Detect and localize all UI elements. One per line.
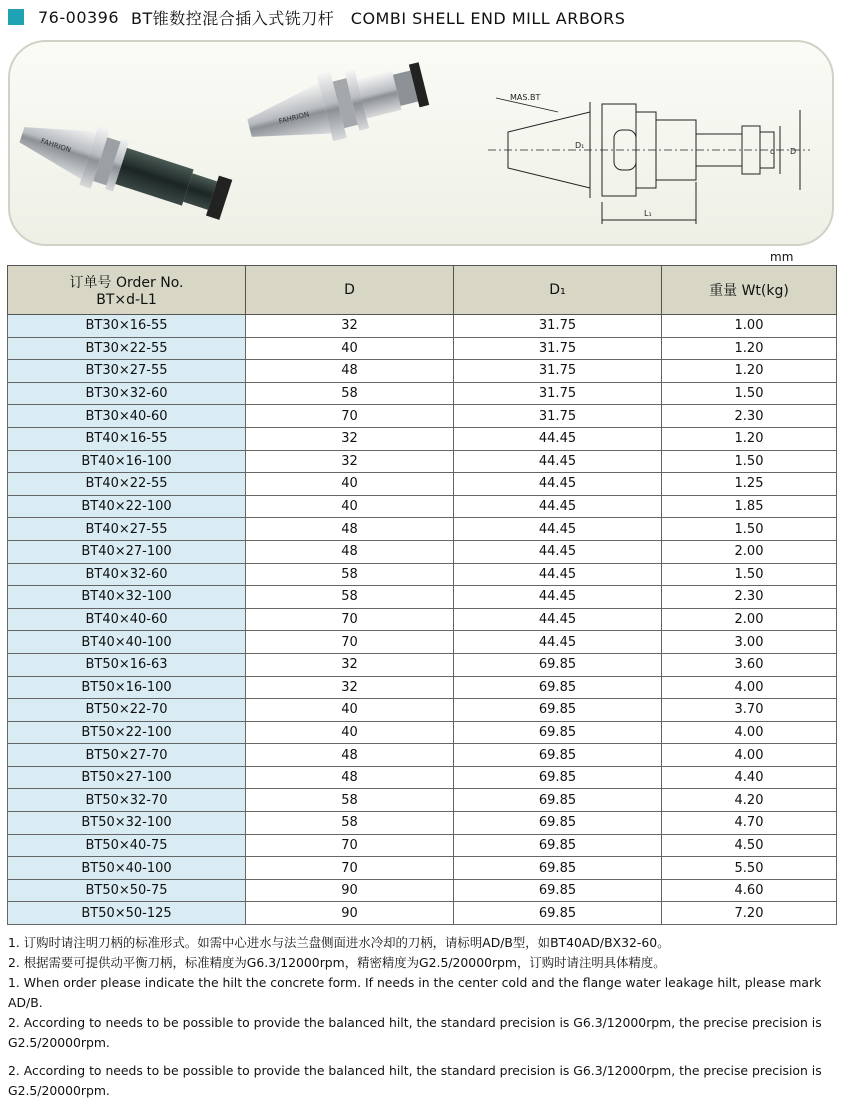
- notes: [8, 933, 830, 1101]
- section-marker-icon: [8, 9, 24, 25]
- header-order-line2: BT×d-L1: [96, 292, 157, 308]
- cell-order: BT40×22-55: [8, 473, 246, 496]
- table-row: [8, 789, 837, 812]
- cell-d1: 69.85: [454, 721, 662, 744]
- cell-order: BT30×16-55: [8, 315, 246, 338]
- cell-weight: 1.85: [662, 495, 837, 518]
- unit-label: mm: [770, 250, 794, 264]
- cell-d: 40: [246, 495, 454, 518]
- cell-d: 32: [246, 653, 454, 676]
- cell-weight: 3.00: [662, 631, 837, 654]
- table-row: [8, 473, 837, 496]
- cell-d: 58: [246, 563, 454, 586]
- cell-weight: 4.50: [662, 834, 837, 857]
- header-weight: 重量 Wt(kg): [662, 266, 837, 315]
- cell-d: 90: [246, 879, 454, 902]
- note-cn-2: 2. 根据需要可提供动平衡刀柄，标准精度为G6.3/12000rpm，精密精度为G2.5/20000rpm，订购时请注明具体精度。: [8, 955, 666, 970]
- cell-weight: 4.60: [662, 879, 837, 902]
- cell-d: 48: [246, 540, 454, 563]
- note-en-1: 1. When order please indicate the hilt the concrete form. If needs in the center cold and the flange water leakage hilt, please mark AD/B.: [8, 975, 822, 1010]
- table-row: [8, 382, 837, 405]
- drawing-label-taper: MAS.BT: [510, 93, 541, 102]
- table-row: [8, 450, 837, 473]
- cell-order: BT30×32-60: [8, 382, 246, 405]
- table-row: [8, 540, 837, 563]
- cell-d1: 44.45: [454, 495, 662, 518]
- cell-d1: 69.85: [454, 766, 662, 789]
- cell-weight: 2.30: [662, 586, 837, 609]
- cell-d1: 44.45: [454, 563, 662, 586]
- cell-weight: 1.50: [662, 382, 837, 405]
- cell-order: BT40×32-100: [8, 586, 246, 609]
- table-row: [8, 315, 837, 338]
- cell-d1: 69.85: [454, 789, 662, 812]
- cell-d1: 69.85: [454, 653, 662, 676]
- table-row: [8, 902, 837, 925]
- table-row: [8, 495, 837, 518]
- cell-d1: 44.45: [454, 608, 662, 631]
- table-row: [8, 608, 837, 631]
- cell-d: 70: [246, 631, 454, 654]
- cell-d1: 44.45: [454, 450, 662, 473]
- table-row: [8, 676, 837, 699]
- cell-weight: 1.25: [662, 473, 837, 496]
- cell-weight: 1.20: [662, 360, 837, 383]
- cell-order: BT30×27-55: [8, 360, 246, 383]
- cell-order: BT50×32-70: [8, 789, 246, 812]
- cell-weight: 1.50: [662, 563, 837, 586]
- product-image-panel: [8, 40, 834, 246]
- table-row: [8, 518, 837, 541]
- table-header-row: [8, 266, 837, 315]
- note-en-2: 2. According to needs to be possible to provide the balanced hilt, the standard precision is G6.3/12000rpm, the precise precision is G2.5/20000rpm.: [8, 1015, 822, 1050]
- cell-order: BT40×16-100: [8, 450, 246, 473]
- cell-d: 48: [246, 766, 454, 789]
- header-d: D: [246, 266, 454, 315]
- cell-d1: 44.45: [454, 540, 662, 563]
- cell-d1: 69.85: [454, 879, 662, 902]
- cell-d1: 31.75: [454, 360, 662, 383]
- cell-d: 70: [246, 608, 454, 631]
- cell-order: BT30×40-60: [8, 405, 246, 428]
- cell-order: BT50×16-100: [8, 676, 246, 699]
- cell-d: 40: [246, 473, 454, 496]
- cell-order: BT40×16-55: [8, 427, 246, 450]
- cell-d1: 44.45: [454, 473, 662, 496]
- cell-d: 58: [246, 789, 454, 812]
- cell-d: 48: [246, 360, 454, 383]
- left-holder-image: [13, 104, 236, 229]
- right-brand-label: FAHRION: [277, 110, 311, 126]
- cell-order: BT40×27-100: [8, 540, 246, 563]
- cell-order: BT50×40-100: [8, 857, 246, 880]
- cell-order: BT50×27-70: [8, 744, 246, 767]
- cell-d: 48: [246, 744, 454, 767]
- page-title: BT锥数控混合插入式铣刀杆 COMBI SHELL END MILL ARBORS: [131, 8, 626, 28]
- cell-order: BT50×50-75: [8, 879, 246, 902]
- table-row: [8, 405, 837, 428]
- cell-weight: 4.00: [662, 721, 837, 744]
- cell-weight: 1.20: [662, 337, 837, 360]
- spec-table: [7, 265, 837, 925]
- product-illustration: [10, 42, 832, 244]
- table-row: [8, 337, 837, 360]
- cell-d: 70: [246, 405, 454, 428]
- cell-order: BT40×27-55: [8, 518, 246, 541]
- cell-order: BT40×40-60: [8, 608, 246, 631]
- cell-weight: 3.60: [662, 653, 837, 676]
- table-row: [8, 879, 837, 902]
- table-row: [8, 766, 837, 789]
- page-header: [8, 4, 625, 30]
- cell-d1: 31.75: [454, 382, 662, 405]
- cell-order: BT50×50-125: [8, 902, 246, 925]
- cell-weight: 1.00: [662, 315, 837, 338]
- cell-d1: 31.75: [454, 405, 662, 428]
- cell-weight: 5.50: [662, 857, 837, 880]
- cell-d1: 44.45: [454, 518, 662, 541]
- table-row: [8, 834, 837, 857]
- table-row: [8, 699, 837, 722]
- cell-order: BT50×22-70: [8, 699, 246, 722]
- technical-drawing: [488, 98, 810, 224]
- cell-d1: 69.85: [454, 744, 662, 767]
- cell-d: 32: [246, 427, 454, 450]
- cell-weight: 2.00: [662, 540, 837, 563]
- cell-weight: 4.20: [662, 789, 837, 812]
- cell-weight: 3.70: [662, 699, 837, 722]
- header-order-line1: 订单号 Order No.: [69, 275, 184, 291]
- cell-order: BT40×22-100: [8, 495, 246, 518]
- cell-d: 58: [246, 812, 454, 835]
- table-row: [8, 586, 837, 609]
- table-row: [8, 653, 837, 676]
- cell-weight: 1.50: [662, 518, 837, 541]
- cell-d1: 44.45: [454, 631, 662, 654]
- cell-weight: 1.50: [662, 450, 837, 473]
- cell-weight: 7.20: [662, 902, 837, 925]
- drawing-label-big-d: D: [790, 147, 797, 156]
- cell-d1: 69.85: [454, 834, 662, 857]
- cell-order: BT50×22-100: [8, 721, 246, 744]
- cell-order: BT40×40-100: [8, 631, 246, 654]
- cell-order: BT50×32-100: [8, 812, 246, 835]
- product-code: 76-00396: [38, 7, 120, 27]
- header-order: [8, 266, 246, 315]
- drawing-label-d1: D₁: [575, 141, 585, 150]
- cell-d: 48: [246, 518, 454, 541]
- cell-d: 32: [246, 315, 454, 338]
- table-row: [8, 812, 837, 835]
- cell-d: 58: [246, 586, 454, 609]
- cell-d: 90: [246, 902, 454, 925]
- header-d1: D₁: [454, 266, 662, 315]
- cell-d1: 69.85: [454, 857, 662, 880]
- table-row: [8, 360, 837, 383]
- cell-d: 40: [246, 337, 454, 360]
- cell-d: 70: [246, 834, 454, 857]
- table-row: [8, 427, 837, 450]
- drawing-label-small-d: d: [770, 147, 776, 156]
- cell-weight: 2.00: [662, 608, 837, 631]
- cell-d: 32: [246, 450, 454, 473]
- cell-d: 58: [246, 382, 454, 405]
- note-en-2-repeat: 2. According to needs to be possible to provide the balanced hilt, the standard precision is G6.3/12000rpm, the precise precision is G2.5/20000rpm.: [8, 1063, 822, 1098]
- cell-d: 40: [246, 699, 454, 722]
- cell-order: BT40×32-60: [8, 563, 246, 586]
- cell-d1: 69.85: [454, 902, 662, 925]
- cell-d1: 69.85: [454, 699, 662, 722]
- cell-weight: 1.20: [662, 427, 837, 450]
- cell-weight: 2.30: [662, 405, 837, 428]
- cell-weight: 4.00: [662, 744, 837, 767]
- cell-d: 32: [246, 676, 454, 699]
- note-cn-1: 1. 订购时请注明刀柄的标准形式。如需中心进水与法兰盘侧面进水冷却的刀柄，请标明AD/B型，如BT40AD/BX32-60。: [8, 935, 670, 950]
- table-row: [8, 744, 837, 767]
- table-row: [8, 631, 837, 654]
- table-row: [8, 563, 837, 586]
- cell-weight: 4.40: [662, 766, 837, 789]
- left-brand-label: FAHRION: [39, 137, 72, 155]
- cell-d1: 69.85: [454, 676, 662, 699]
- cell-order: BT50×40-75: [8, 834, 246, 857]
- cell-d1: 69.85: [454, 812, 662, 835]
- cell-order: BT30×22-55: [8, 337, 246, 360]
- cell-d1: 31.75: [454, 337, 662, 360]
- table-row: [8, 857, 837, 880]
- cell-order: BT50×27-100: [8, 766, 246, 789]
- cell-d1: 44.45: [454, 586, 662, 609]
- cell-weight: 4.70: [662, 812, 837, 835]
- cell-weight: 4.00: [662, 676, 837, 699]
- cell-order: BT50×16-63: [8, 653, 246, 676]
- table-row: [8, 721, 837, 744]
- cell-d: 70: [246, 857, 454, 880]
- cell-d1: 31.75: [454, 315, 662, 338]
- drawing-label-l1: L₁: [644, 209, 652, 218]
- cell-d: 40: [246, 721, 454, 744]
- right-holder-image: [241, 51, 432, 161]
- cell-d1: 44.45: [454, 427, 662, 450]
